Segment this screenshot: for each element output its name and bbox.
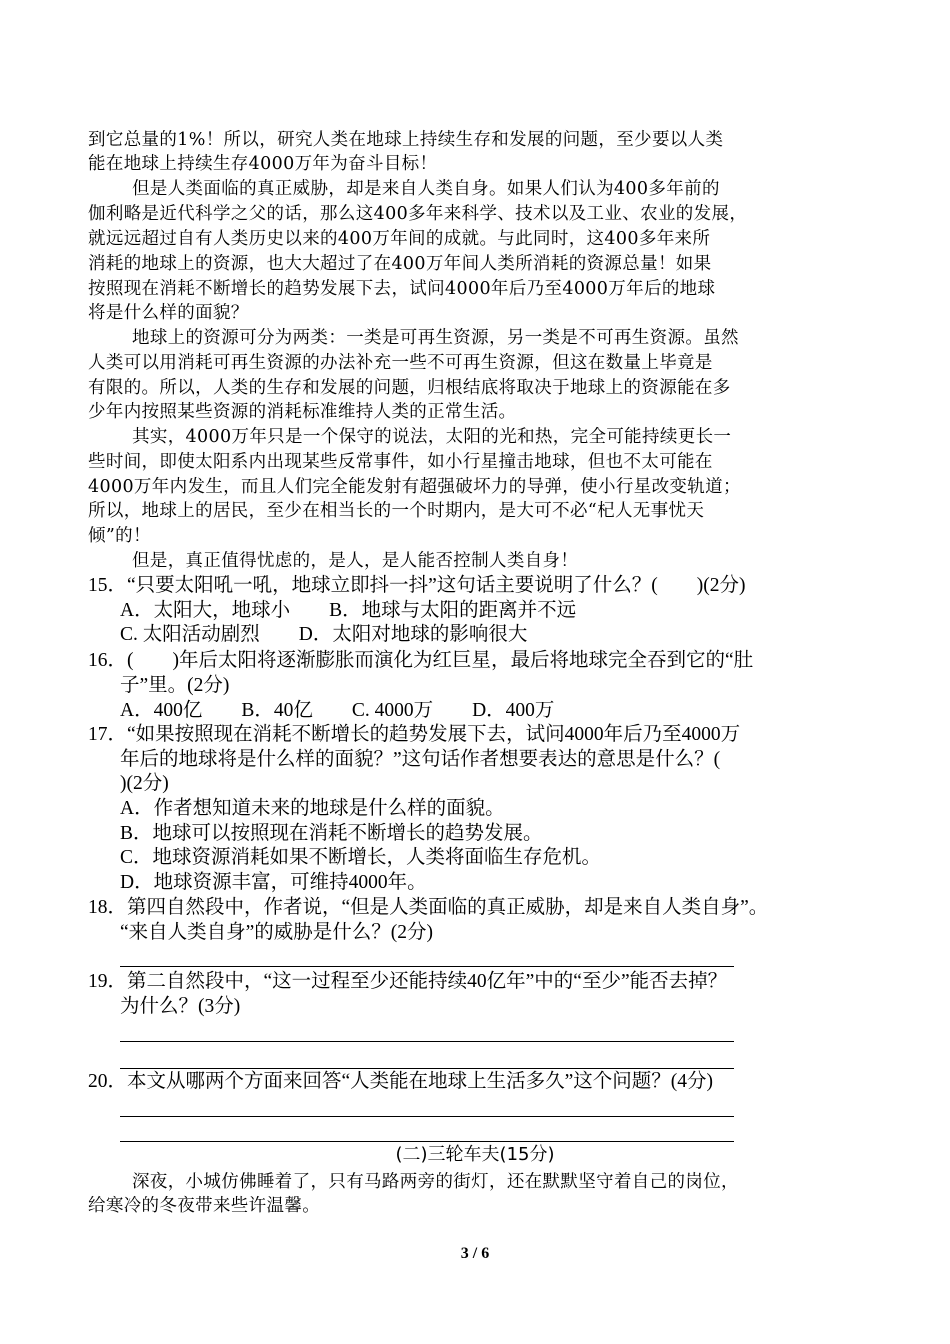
question-17-option-d: D．地球资源丰富，可维持4000年。 bbox=[120, 872, 427, 893]
question-19-stem: 19．第二自然段中，“这一过程至少还能持续40亿年”中的“至少”能否去掉？ bbox=[88, 971, 728, 992]
passage-line: 其实，4000万年只是一个保守的说法，太阳的光和热，完全可能持续更长一 bbox=[132, 427, 732, 447]
answer-line-19b[interactable] bbox=[120, 1068, 734, 1069]
passage-line: 些时间，即使太阳系内出现某些反常事件，如小行星撞击地球，但也不太可能在 bbox=[88, 452, 713, 472]
passage-line: 就远远超过自有人类历史以来的400万年间的成就。与此同时，这400多年来所 bbox=[88, 229, 711, 249]
passage-line: 按照现在消耗不断增长的趋势发展下去，试问4000年后乃至4000万年后的地球 bbox=[88, 279, 716, 299]
passage-line: 地球上的资源可分为两类：一类是可再生资源，另一类是不可再生资源。虽然 bbox=[132, 328, 739, 348]
question-17-stem-end: )(2分) bbox=[120, 773, 169, 794]
section2-line: 给寒冷的冬夜带来些许温馨。 bbox=[88, 1196, 321, 1216]
passage-line: 4000万年内发生，而且人们完全能发射有超强破坏力的导弹，使小行星改变轨道； bbox=[88, 477, 741, 497]
passage-line: 到它总量的1%！所以，研究人类在地球上持续生存和发展的问题，至少要以人类 bbox=[88, 130, 724, 150]
question-18-stem-cont: “来自人类自身”的威胁是什么？(2分) bbox=[120, 922, 434, 943]
section-title: (二)三轮车夫(15分) bbox=[395, 1144, 555, 1165]
question-15-stem: 15．“只要太阳吼一吼，地球立即抖一抖”这句话主要说明了什么？( )(2分) bbox=[88, 575, 746, 596]
question-16-stem: 16．( )年后太阳将逐渐膨胀而演化为红巨星，最后将地球完全吞到它的“肚 bbox=[88, 650, 754, 671]
answer-line-20a[interactable] bbox=[120, 1116, 734, 1117]
section2-line: 深夜，小城仿佛睡着了，只有马路两旁的街灯，还在默默坚守着自己的岗位， bbox=[132, 1172, 739, 1192]
question-19-stem-cont: 为什么？(3分) bbox=[120, 996, 241, 1017]
passage-line: 伽利略是近代科学之父的话，那么这400多年来科学、技术以及工业、农业的发展， bbox=[88, 204, 748, 224]
passage-line: 少年内按照某些资源的消耗标准维持人类的正常生活。 bbox=[88, 402, 517, 422]
passage-line: 人类可以用消耗可再生资源的办法补充一些不可再生资源，但这在数量上毕竟是 bbox=[88, 353, 713, 373]
passage-line: 倾”的！ bbox=[88, 526, 151, 546]
question-17-option-c: C．地球资源消耗如果不断增长，人类将面临生存危机。 bbox=[120, 847, 602, 868]
passage-line: 有限的。所以，人类的生存和发展的问题，归根结底将取决于地球上的资源能在多 bbox=[88, 378, 731, 398]
answer-line-19a[interactable] bbox=[120, 1041, 734, 1042]
question-16-options: A．400亿 B．40亿 C. 4000万 D．400万 bbox=[120, 700, 555, 721]
question-15-options-cd: C. 太阳活动剧烈 D．太阳对地球的影响很大 bbox=[120, 624, 528, 645]
passage-line: 将是什么样的面貌？ bbox=[88, 303, 249, 323]
answer-line-18[interactable] bbox=[120, 966, 734, 967]
question-15-options-ab: A．太阳大，地球小 B．地球与太阳的距离并不远 bbox=[120, 600, 577, 621]
question-17-stem: 17．“如果按照现在消耗不断增长的趋势发展下去，试问4000年后乃至4000万 bbox=[88, 724, 741, 745]
question-17-option-a: A．作者想知道未来的地球是什么样的面貌。 bbox=[120, 798, 505, 819]
passage-line: 但是，真正值得忧虑的，是人，是人能否控制人类自身！ bbox=[132, 551, 579, 571]
question-18-stem: 18．第四自然段中，作者说，“但是人类面临的真正威胁，却是来自人类自身”。 bbox=[88, 897, 769, 918]
passage-line: 所以，地球上的居民，至少在相当长的一个时期内，是大可不必“杞人无事忧天 bbox=[88, 501, 705, 521]
passage-line: 但是人类面临的真正威胁，却是来自人类自身。如果人们认为400多年前的 bbox=[132, 179, 720, 199]
passage-line: 能在地球上持续生存4000万年为奋斗目标！ bbox=[88, 154, 438, 174]
passage-line: 消耗的地球上的资源，也大大超过了在400万年间人类所消耗的资源总量！如果 bbox=[88, 254, 712, 274]
question-16-stem-cont: 子”里。(2分) bbox=[120, 675, 230, 696]
question-17-stem-cont: 年后的地球将是什么样的面貌？”这句话作者想要表达的意思是什么？( bbox=[120, 749, 721, 770]
page-number: 3 / 6 bbox=[460, 1245, 490, 1262]
question-20-stem: 20．本文从哪两个方面来回答“人类能在地球上生活多久”这个问题？(4分) bbox=[88, 1071, 714, 1092]
question-17-option-b: B．地球可以按照现在消耗不断增长的趋势发展。 bbox=[120, 823, 543, 844]
